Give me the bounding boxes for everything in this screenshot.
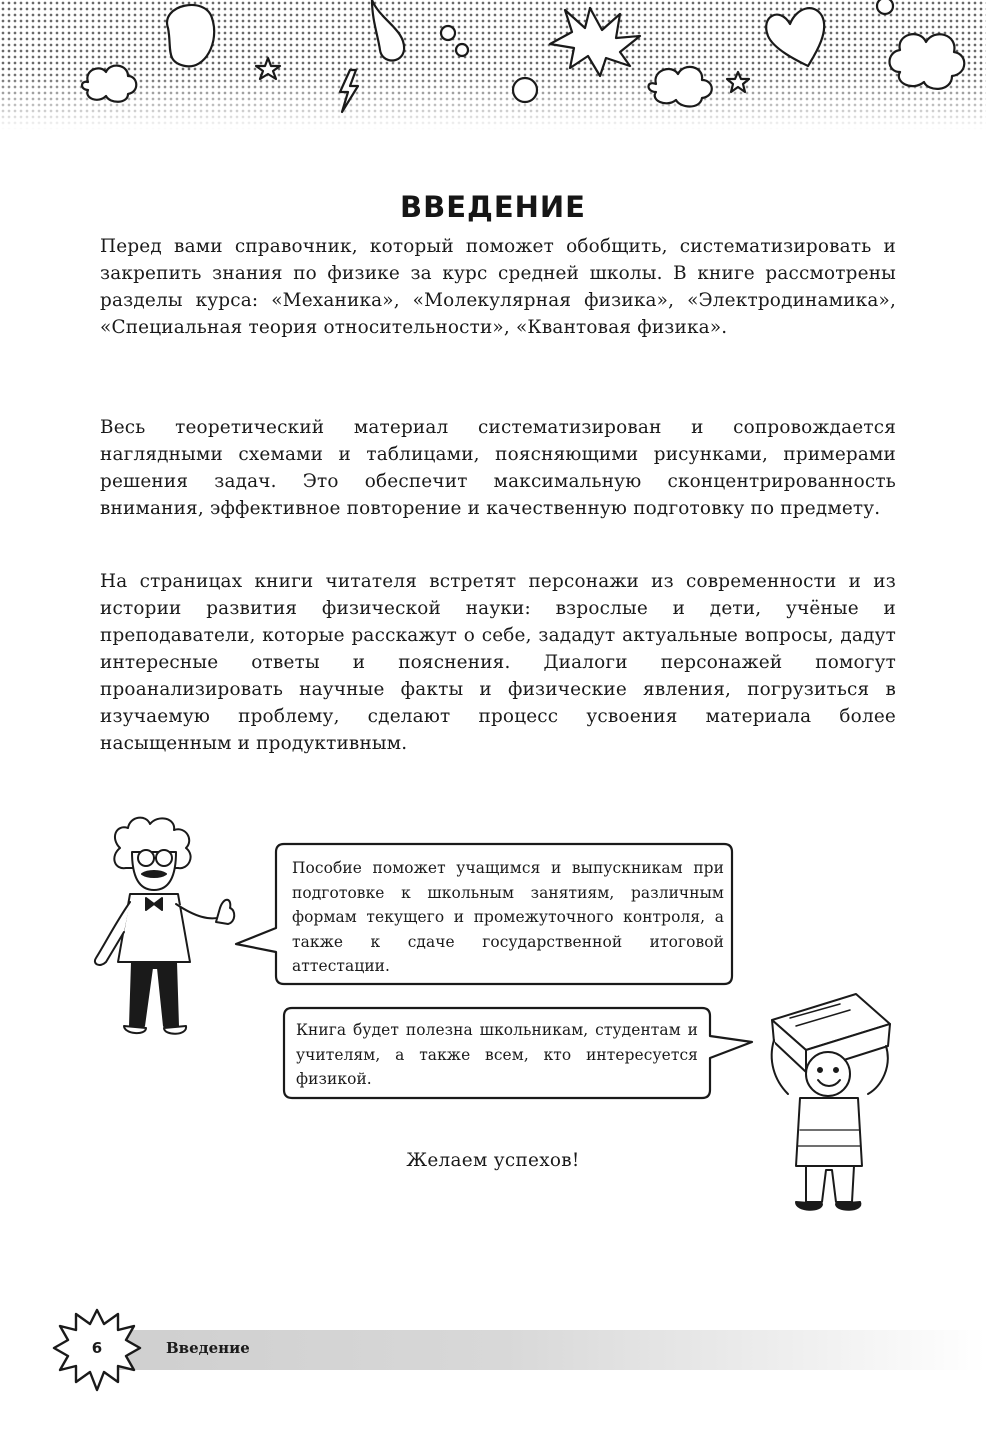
blob-shape <box>167 5 214 66</box>
header-doodles <box>0 0 986 130</box>
lightning-shape <box>340 70 358 112</box>
intro-paragraph-3: На страницах книги читателя встретят персонажи из современности и из истории развития физической науки: взрослые и дети, учёные и преподаватели, которые расскажут о себе, зададут актуальные вопросы, дадут интересные ответы и пояснения. Диалоги персонажей помогут проанализировать научные факты и физические явления, погрузиться в изучаемую проблему, сделают процесс усвоения материала более насыщенным и продуктивным. <box>100 571 896 754</box>
bubble-shape <box>513 78 537 102</box>
intro-paragraph-1: Перед вами справочник, который поможет обобщить, систематизировать и закрепить знания по физике за курс средней школы. В книге рассмотрены разделы курса: «Механика», «Молекулярная физика», «Электродинамика», «Специальная теория относительности», «Квантовая физика». <box>100 236 896 338</box>
bubble-shape <box>877 0 893 14</box>
intro-paragraph-2: Весь теоретический материал систематизирован и сопровождается наглядными схемами и таблицами, поясняющими рисунками, примерами решения задач. Это обеспечит максимальную сконцентрированность внимания, эффективное повторение и качественную подготовку по предмету. <box>100 417 896 519</box>
closing-wish: Желаем успехов! <box>406 1150 580 1171</box>
professor-illustration <box>80 812 240 1042</box>
heart-shape <box>766 8 824 66</box>
drop-shape <box>372 0 404 61</box>
student-illustration <box>760 990 900 1220</box>
page-title: ВВЕДЕНИЕ <box>399 190 586 224</box>
speech-bubble-2-text: Книга будет полезна школьникам, студентам и учителям, а также всем, кто интересуется физикой. <box>296 1021 698 1088</box>
bubble-shape <box>441 26 455 40</box>
cloud-shape <box>82 66 136 102</box>
cloud-shape <box>890 34 965 89</box>
speech-bubble-1-text: Пособие поможет учащимся и выпускникам при подготовке к школьным занятиям, различным формам текущего и промежуточного контроля, а также к сдаче государственной итоговой аттестации. <box>292 859 724 975</box>
footer-section-title: Введение <box>166 1339 250 1357</box>
page-number: 6 <box>91 1339 103 1357</box>
star-shape <box>727 72 749 92</box>
burst-shape <box>550 8 640 76</box>
cloud-shape <box>649 67 712 107</box>
star-shape <box>256 58 280 79</box>
bubble-shape <box>456 44 468 56</box>
